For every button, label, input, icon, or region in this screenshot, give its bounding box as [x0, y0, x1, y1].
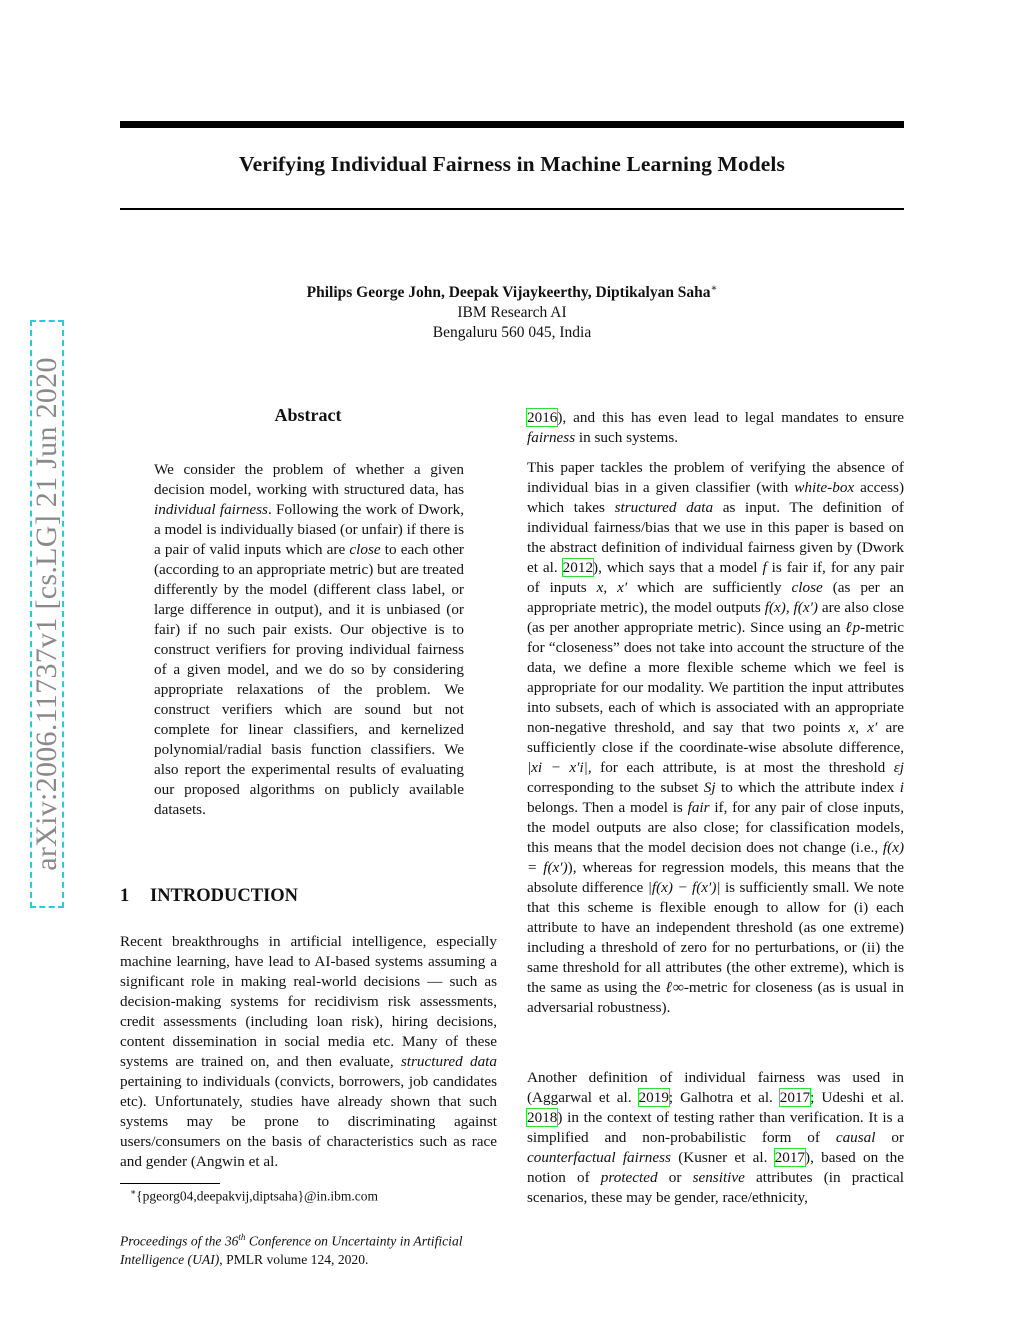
body-text: in such systems. [575, 429, 679, 446]
body-emph: close [791, 579, 823, 596]
body-emph: sensitive [692, 1169, 745, 1186]
intro-emph: structured data [400, 1053, 497, 1070]
math: i [899, 779, 904, 796]
math: ℓp [845, 619, 861, 636]
body-text: are also close (as per another appropriate metric). Since using an [527, 599, 904, 636]
math: f(x), f(x′) [764, 599, 818, 616]
footnote-mark: ∗ [130, 1187, 137, 1197]
citation-link[interactable]: 2017 [774, 1149, 806, 1166]
body-text: access) which takes [527, 479, 905, 516]
abstract-emph: close [349, 541, 381, 558]
citation-link[interactable]: 2018 [527, 1109, 558, 1126]
proceedings-note [120, 1228, 500, 1269]
right-paragraph-3 [527, 1068, 904, 1208]
citation-link[interactable]: 2012 [562, 559, 594, 576]
footnote [130, 1187, 378, 1205]
body-text: is sufficiently small. We note that this scheme is flexible enough to allow for (i) each attribute to have an independent threshold (as one extreme) including a threshold of zero for no perturbations, or (ii) the same threshold for all attributes (the other extreme), which is the same as using the [527, 879, 904, 996]
arxiv-identifier[interactable]: arXiv:2006.11737v1 [cs.LG] 21 Jun 2020 [30, 357, 63, 871]
body-text: which are sufficiently [627, 579, 792, 596]
abstract-emph: individual fairness [154, 501, 268, 518]
abstract-text: We consider the problem of whether a given decision model, working with structured data, has [154, 461, 464, 498]
body-text: if, for any pair of close inputs, the model outputs are also close; for classification models, this means that the model decision does not change (i.e., [527, 799, 904, 856]
abstract-text: . Following the work of Dwork, a model is individually biased (or unfair) if there is a pair of valid inputs which are [154, 501, 464, 558]
title-bottom-rule [120, 208, 904, 210]
math: ℓ∞ [665, 979, 684, 996]
body-emph: structured data [614, 499, 714, 516]
introduction-body [120, 932, 497, 1172]
math: x, x′ [848, 719, 878, 736]
body-text: are sufficiently close if the coordinate-wise absolute difference, [527, 719, 904, 756]
body-text: , for each attribute, is at most the threshold [587, 759, 894, 776]
body-emph: fairness [527, 429, 576, 446]
paper-title: Verifying Individual Fairness in Machine Learning Models [239, 152, 785, 176]
body-text: ; Udeshi et al. [810, 1089, 904, 1106]
math: |xi − x′i| [527, 759, 588, 776]
body-text: ), which says that a model [593, 559, 763, 576]
proceedings-text: Proceedings of the 36 [120, 1233, 239, 1249]
abstract-body [154, 460, 464, 820]
body-text: or [875, 1129, 905, 1146]
body-text: ), and this has even lead to legal mandates to ensure [557, 409, 904, 426]
proceedings-text: , PMLR volume 124, 2020. [219, 1251, 369, 1267]
author-names: Philips George John, Deepak Vijaykeerthy, Diptikalyan Saha [306, 284, 711, 302]
body-text: is fair if, for any pair of inputs [527, 559, 904, 596]
body-text: -metric for closeness (as is usual in adversarial robustness). [527, 979, 904, 1016]
proceedings-text: Conference on Uncertainty in Artificial Intelligence (UAI) [120, 1233, 463, 1267]
citation-link[interactable]: 2017 [779, 1089, 811, 1106]
math: f [762, 559, 767, 576]
body-text: ), whereas for regression models, this means that the absolute difference [527, 859, 904, 896]
citation-link[interactable]: 2016 [527, 409, 558, 426]
body-text: belongs. Then a model is [527, 799, 688, 816]
body-text: ) in the context of testing rather than verification. It is a simplified and non-probabilistic form of [527, 1109, 904, 1146]
title-top-rule [120, 121, 904, 128]
proceedings-sup: th [238, 1232, 246, 1242]
footnote-rule [120, 1183, 220, 1184]
body-text: attributes (in practical scenarios, these may be gender, race/ethnicity, [527, 1169, 904, 1206]
footnote-emails: {pgeorg04,deepakvij,diptsaha}@in.ibm.com [136, 1188, 378, 1204]
body-text: to which the attribute index [715, 779, 900, 796]
math: εj [893, 759, 904, 776]
body-text: corresponding to the subset [527, 779, 704, 796]
body-text: This paper tackles the problem of verifying the absence of individual bias in a given classifier (with [527, 459, 904, 496]
citation-link[interactable]: 2019 [638, 1089, 669, 1106]
body-text: ; Galhotra et al. [668, 1089, 780, 1106]
abstract-text: to each other (according to an appropriate metric) but are treated differently by the model (different class label, or large difference in output), and it is unbiased (or fair) if no such pair exists. Our objective is to construct verifiers for proving individual fairness of a given model, and we do so by considering appropriate relaxations of the problem. We construct verifiers which are sound but not complete for linear classifiers, and kernelized polynomial/radial basis function classifiers. We also report the experimental results of evaluating our proposed algorithms on publicly available datasets. [154, 541, 464, 818]
body-text: ), based on the notion of [527, 1149, 904, 1186]
affiliation: IBM Research AI [457, 304, 567, 322]
math: f(x) = f(x′) [527, 839, 904, 876]
right-paragraph-2 [527, 458, 904, 1018]
right-paragraph-1 [527, 408, 904, 448]
author-block [120, 279, 904, 343]
body-text: -metric for “closeness” does not take into account the structure of the data, we define a more flexible scheme which we feel is appropriate for our modality. We partition the input attributes into subsets, each of which is associated with an appropriate non-negative threshold, and say that two points [527, 619, 904, 736]
intro-text: pertaining to individuals (convicts, borrowers, job candidates etc). Unfortunately, studies have already shown that such systems may be prone to discriminating against users/consumers on the basis of characteristics such as race and gender (Angwin et al. [120, 1073, 497, 1170]
arxiv-stamp[interactable] [30, 320, 64, 908]
body-emph: causal [835, 1129, 876, 1146]
body-text: Another definition of individual fairness was used in (Aggarwal et al. [527, 1069, 904, 1106]
intro-text: Recent breakthroughs in artificial intelligence, especially machine learning, have lead to AI-based systems assuming a significant role in making real-world decisions — such as decision-making systems for recidivism risk assessments, credit assessments (including loan risk), hiring decisions, content dissemination in social media etc. Many of these systems are trained on, and then evaluate, [120, 933, 497, 1070]
body-text: as input. The definition of individual fairness/bias that we use in this paper is based on the abstract definition of individual fairness given by (Dwork et al. [527, 499, 904, 576]
body-text: (Kusner et al. [670, 1149, 775, 1166]
section-title: INTRODUCTION [150, 886, 299, 906]
body-emph: fair [687, 799, 710, 816]
body-text: (as per an appropriate metric), the model outputs [527, 579, 904, 616]
body-emph: counterfactual fairness [527, 1149, 671, 1166]
address: Bengaluru 560 045, India [432, 324, 592, 342]
section-number: 1 [120, 886, 130, 906]
math: x, x′ [596, 579, 628, 596]
body-emph: white-box [794, 479, 855, 496]
math: Sj [703, 779, 716, 796]
author-footnote-mark: ∗ [710, 283, 718, 294]
math: |f(x) − f(x′)| [647, 879, 721, 896]
section-heading-introduction [120, 886, 298, 907]
body-text: or [657, 1169, 693, 1186]
abstract-heading: Abstract [274, 405, 342, 425]
body-emph: protected [600, 1169, 658, 1186]
